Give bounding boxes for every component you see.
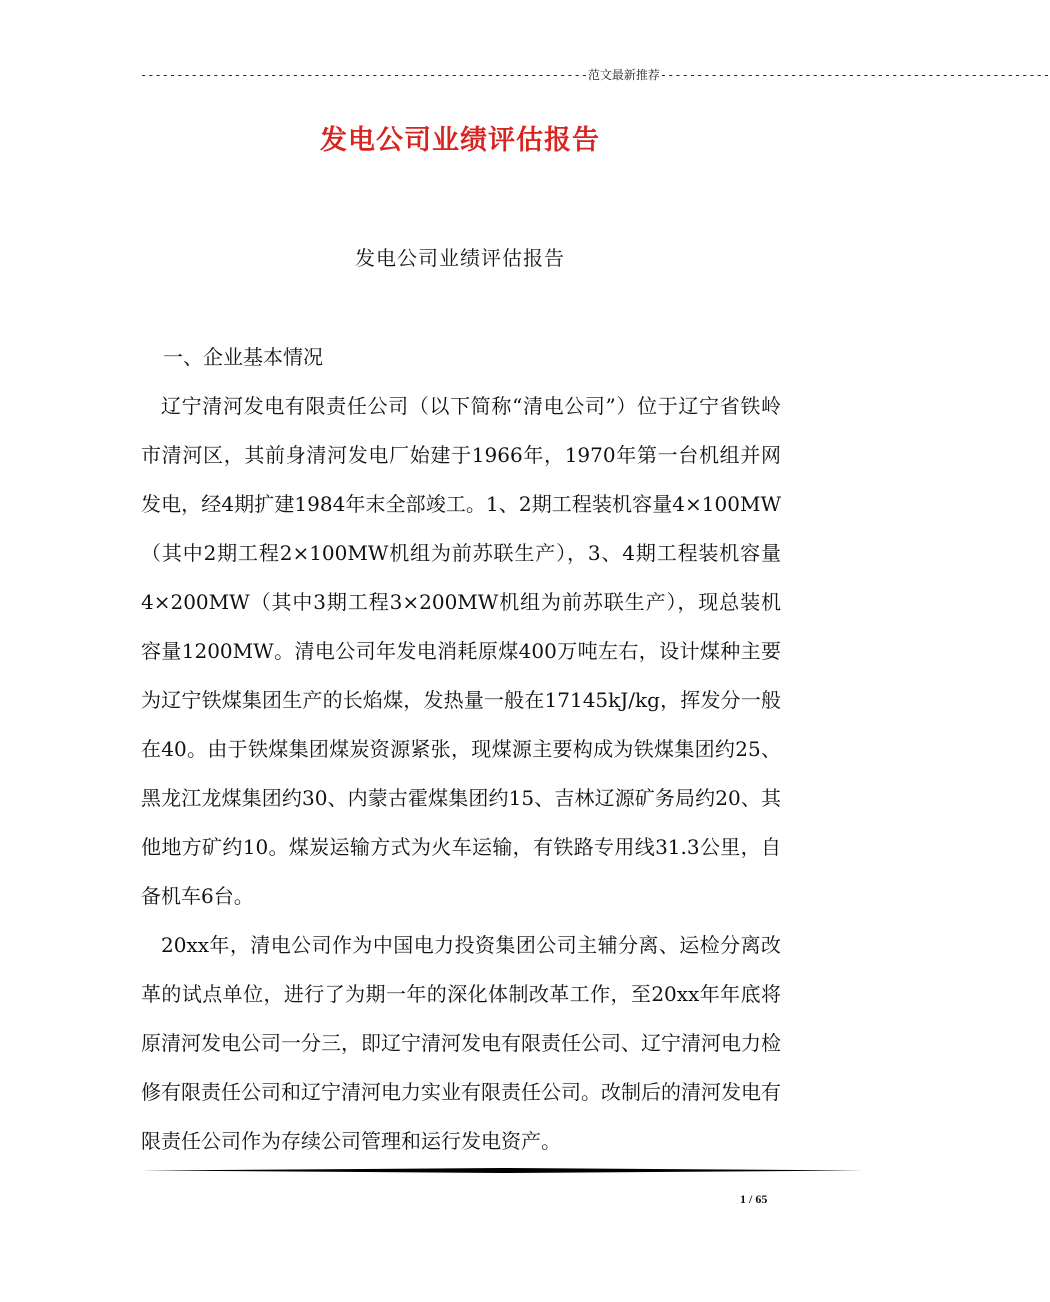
document-title: 发电公司业绩评估报告 — [320, 125, 600, 156]
paragraph: 辽宁清河发电有限责任公司（以下简称“清电公司”）位于辽宁省铁岭市清河区，其前身清河发电厂始建于1966年，1970年第一台机组并网发电，经4期扩建1984年末全部竣工。1、2期工程装机容量4×100MW（其中2期工程2×100MW机组为前苏联生产），3、4期工程装机容量4×200MW（其中3期工程3×200MW机组为前苏联生产），现总装机容量1200MW。清电公司年发电消耗原煤400万吨左右，设计煤种主要为辽宁铁煤集团生产的长焰煤，发热量一般在17145kJ/kg，挥发分一般在40。由于铁煤集团煤炭资源紧张，现煤源主要构成为铁煤集团约25、黑龙江龙煤集团约30、内蒙古霍煤集团约15、吉林辽源矿务局约20、其他地方矿约10。煤炭运输方式为火车运输，有铁路专用线31.3公里，自备机车6台。 — [141, 394, 781, 908]
header-recommend-line: --------------------------------------------------------------范文最新推荐------------------------------------------------------ — [140, 68, 1050, 82]
paragraph: 20xx年，清电公司作为中国电力投资集团公司主辅分离、运检分离改革的试点单位，进行了为期一年的深化体制改革工作，至20xx年年底将原清河发电公司一分三，即辽宁清河发电有限责任公司、辽宁清河电力检修有限责任公司和辽宁清河电力实业有限责任公司。改制后的清河发电有限责任公司作为存续公司管理和运行发电资产。 — [141, 933, 781, 1153]
document-subtitle: 发电公司业绩评估报告 — [355, 246, 565, 270]
section-heading: 一、企业基本情况 — [163, 345, 323, 369]
footer-divider — [141, 1168, 863, 1173]
page-number: 1 / 65 — [740, 1192, 768, 1206]
document-body — [141, 333, 781, 1166]
